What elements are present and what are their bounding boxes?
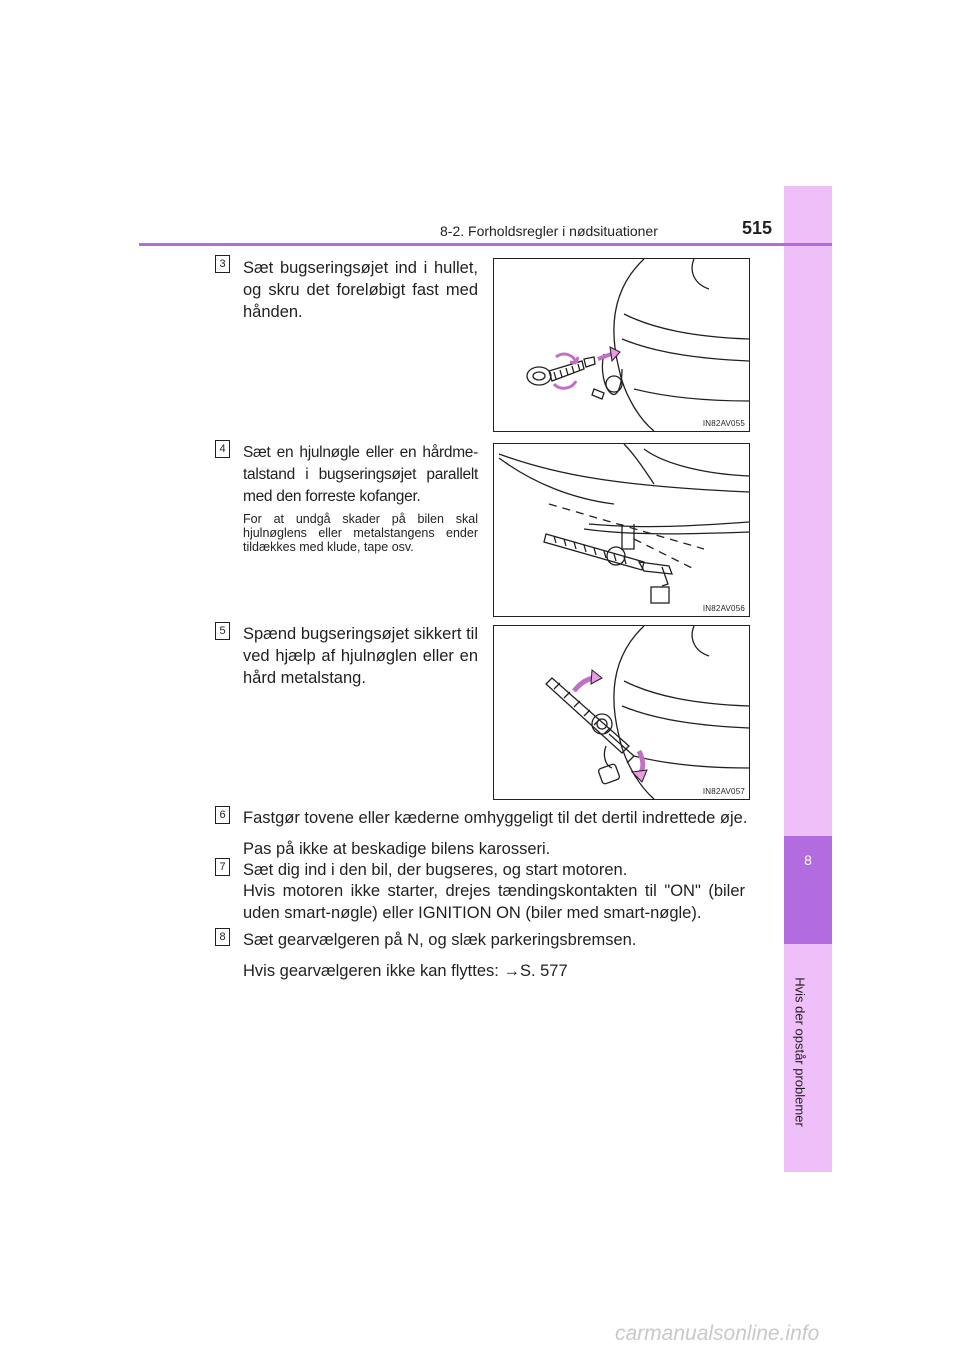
step-6-text: Fastgør tovene eller kæderne omhyggeligt til det dertil indrettede øje.	[243, 809, 748, 827]
step-8-note: Hvis gearvælgeren ikke kan flyttes: →S. 577	[243, 962, 568, 980]
step-4-text: Sæt en hjulnøgle eller en hårdme-talstand i bugseringsøjet parallelt med den forreste kofanger.	[243, 444, 478, 505]
step-badge-6: 6	[215, 806, 230, 824]
step-badge-5: 5	[215, 622, 230, 640]
step-8-text: Sæt gearvælgeren på N, og slæk parkeringsbremsen.	[243, 931, 637, 949]
page-number: 515	[742, 218, 773, 238]
watermark: carmanualsonline.info	[615, 1322, 820, 1345]
step-4-note: For at undgå skader på bilen skal hjulnøglens eller metalstangens ender tildækkes med klude, tape osv.	[243, 512, 478, 554]
step-badge-7: 7	[215, 858, 230, 876]
chapter-number: 8	[804, 852, 812, 868]
step-badge-4: 4	[215, 440, 230, 458]
section-title: 8-2. Forholdsregler i nødsituationer	[440, 223, 658, 239]
step-3-text: Sæt bugseringsøjet ind i hullet, og skru det foreløbigt fast med hånden.	[243, 259, 478, 321]
figure-code: IN82AV056	[702, 604, 745, 613]
chapter-tab	[784, 186, 832, 1172]
figure-tighten-eye	[493, 625, 750, 800]
figure-wrench-insert	[493, 443, 750, 617]
step-7-note: Hvis motoren ikke starter, drejes tændingskontakten til "ON" (biler uden smart-nøgle) eller IGNITION ON (biler med smart-nøgle).	[243, 882, 745, 922]
step-6-note: Pas på ikke at beskadige bilens karosseri.	[243, 840, 551, 858]
figure-code: IN82AV055	[702, 419, 745, 428]
figure-tow-eye-insert	[493, 258, 750, 432]
header-divider	[139, 243, 832, 246]
step-7-text: Sæt dig ind i den bil, der bugseres, og start motoren.	[243, 861, 628, 879]
step-badge-8: 8	[215, 928, 230, 946]
step-5-text: Spænd bugseringsøjet sikkert til ved hjælp af hjulnøglen eller en hård metalstang.	[243, 625, 478, 687]
step-badge-3: 3	[215, 255, 230, 273]
figure-code: IN82AV057	[702, 787, 745, 796]
